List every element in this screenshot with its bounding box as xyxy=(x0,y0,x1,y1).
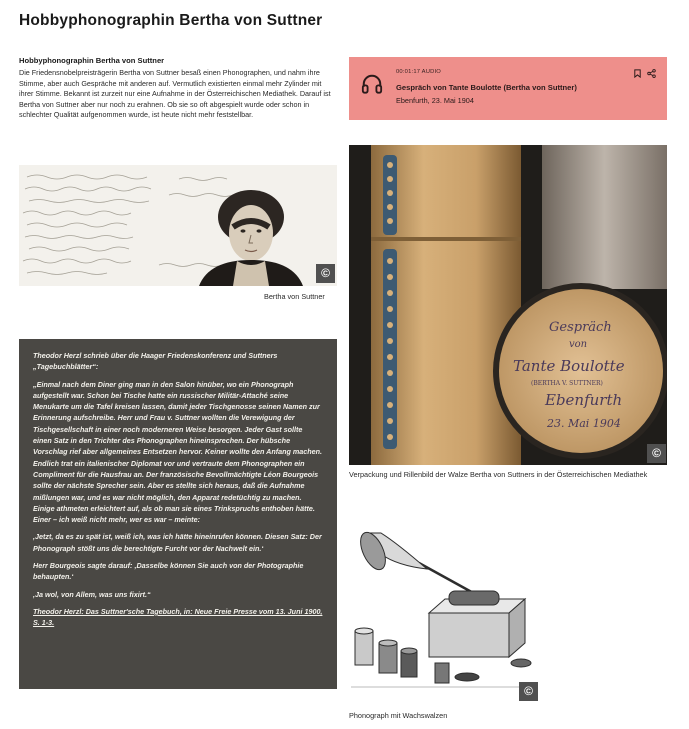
share-icon[interactable] xyxy=(647,65,656,74)
lid-text-3: Tante Boulotte xyxy=(513,357,625,375)
lid-text-6: 23. Mai 1904 xyxy=(547,417,621,430)
lid-text-1: Gespräch xyxy=(549,320,612,335)
quote-paragraph-4: ‚Ja wol, von Allem, was uns fixirt.“ xyxy=(33,589,151,599)
cylinder-image xyxy=(349,145,667,465)
phonograph-caption: Phonograph mit Wachswalzen xyxy=(349,711,448,720)
intro-heading: Hobbyphonographin Bertha von Suttner xyxy=(19,56,165,65)
cylinder-caption: Verpackung und Rillenbild der Walze Bertha von Suttners in der Österreichischen Mediathek xyxy=(349,470,648,479)
lid-text-4: (BERTHA V. SUTTNER) xyxy=(531,380,603,387)
cylinder-packaging-drawing xyxy=(349,145,667,465)
phonograph-drawing xyxy=(349,527,539,703)
phonograph-image xyxy=(349,527,539,703)
bookmark-icon[interactable] xyxy=(633,65,642,74)
portrait-copyright-button[interactable]: © xyxy=(316,264,335,283)
quote-lead: Theodor Herzl schrieb über die Haager Friedenskonferenz und Suttners „Tagebuchblätter“: xyxy=(33,351,278,372)
audio-meta: 00:01:17 AUDIO xyxy=(396,69,442,75)
quote-paragraph-2: ‚Jetzt, da es zu spät ist, weiß ich, was ich hätte hineinrufen können. Diesen Satz: Der Phonograph stößt uns die berechtigte Furcht vor der Nachwelt ein.‘ xyxy=(33,532,322,553)
quote-box xyxy=(19,339,337,689)
audio-date: Ebenfurth, 23. Mai 1904 xyxy=(396,96,474,105)
audio-actions xyxy=(633,65,656,74)
headphones-icon xyxy=(361,73,383,95)
page-title: Hobbyphonographin Bertha von Suttner xyxy=(19,12,323,29)
letter-and-portrait-drawing xyxy=(19,165,337,286)
phonograph-copyright-button[interactable]: © xyxy=(519,682,538,701)
audio-title[interactable]: Gespräch von Tante Boulotte (Bertha von Suttner) xyxy=(396,83,577,92)
portrait-image xyxy=(19,165,337,286)
intro-body: Die Friedensnobelpreisträgerin Bertha von Suttner besaß einen Phonographen, und nahm ihre Stimme, aber auch Gespräche mit anderen auf. Vermutlich existierten einmal mehr Zylinder mit ihrer Stimme. Bekannt ist zurzeit nur eine Aufnahme in der Österreichischen Mediathek. Darauf ist Bertha von Suttner aber nur noch zu erahnen. Ob sie so oft abgespielt wurde oder schon in schlechter Qualität aufgenommen wurde, ist heute nicht mehr feststellbar. xyxy=(19,68,331,120)
lid-text-5: Ebenfurth xyxy=(545,391,623,409)
lid-text-2: von xyxy=(569,339,588,350)
cylinder-copyright-button[interactable]: © xyxy=(647,444,666,463)
portrait-caption: Bertha von Suttner xyxy=(264,292,325,301)
quote-paragraph-1: „Einmal nach dem Diner ging man in den Salon hinüber, wo ein Phonograph aufgestellt war. Schon bei Tische hatte ein russischer Militär-Attaché seine Menukarte um die Tafel kreisen lassen, damit jeder Tischgenosse seinen Namen zur Erinnerung aufschreibe. Herr und Frau v. Suttner wollten die Verewigung der Tischgesellschaft in einer noch moderneren Weise besorgen. Jeder Gast sollte einen Satz in den Trichter des Phonographen hineinsprechen. Der hübsche Vorschlag rief aber allgemeines Entsetzen hervor. Keiner wollte den Anfang machen. Endlich trat ein italienischer Diplomat vor und vertraute dem Phonographen ein Compliment für die Hausfrau an. Der französische Bevollmächtigte Léon Bourgeois sollte der nächste Sprecher sein. Aber es stellte sich heraus, daß die Aufnahme mißlungen war, und es war nicht möglich, den Apparat redetüchtig zu machen. Einige athmeten erleichtert auf, als ob man sie eines Trinkspruchs enthoben hätte. Einer – ich weiß nicht mehr, wer es war – meinte: xyxy=(33,379,323,525)
audio-player-card[interactable] xyxy=(349,57,667,120)
quote-source-link[interactable]: Theodor Herzl: Das Suttner'sche Tagebuch, in: Neue Freie Presse vom 13. Juni 1900, S. 1-3. xyxy=(33,606,323,628)
intro-section xyxy=(19,56,335,121)
quote-paragraph-3: Herr Bourgeois sagte darauf: ‚Dasselbe können Sie auch von der Photographie behaupten.‘ xyxy=(33,561,304,582)
